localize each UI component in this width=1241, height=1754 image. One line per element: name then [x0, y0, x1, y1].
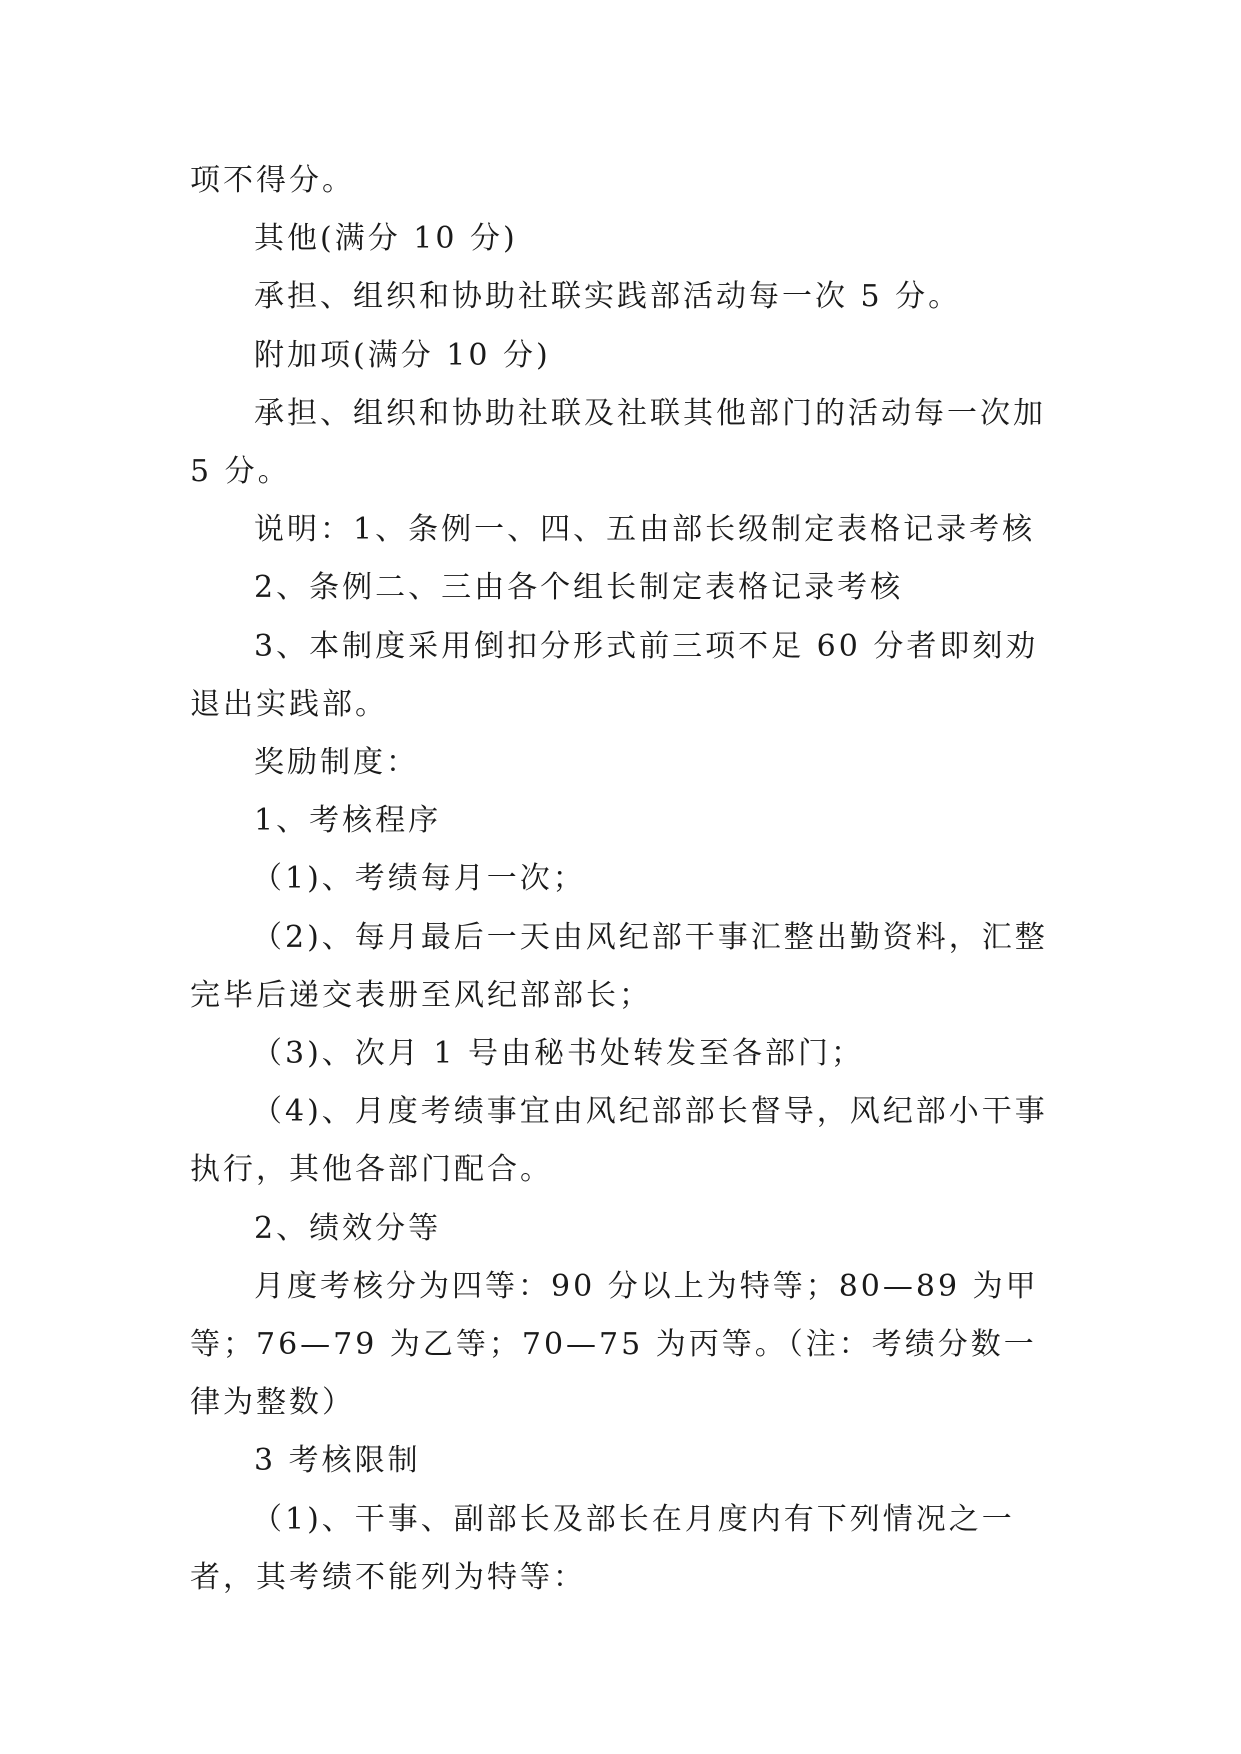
paragraph-limit-heading: 3 考核限制 [254, 1443, 421, 1479]
paragraph-grading-rule: 月度考核分为四等：90 分以上为特等；80—89 为甲等；76—79 为乙等；70—75 为丙等。（注：考绩分数一律为整数） [190, 1268, 1039, 1421]
document-body [190, 152, 1050, 1607]
paragraph-bonus-rule: 承担、组织和协助社联及社联其他部门的活动每一次加 5 分。 [190, 395, 1046, 490]
paragraph-procedure-2: （2)、每月最后一天由风纪部干事汇整出勤资料，汇整完毕后递交表册至风纪部部长； [190, 919, 1048, 1013]
paragraph-bonus-heading: 附加项(满分 10 分) [254, 337, 551, 373]
paragraph-reward-heading: 奖励制度： [254, 745, 419, 781]
paragraph-other-rule: 承担、组织和协助社联实践部活动每一次 5 分。 [254, 279, 962, 315]
paragraph-other-heading: 其他(满分 10 分) [254, 221, 518, 257]
paragraph-note-2: 2、条例二、三由各个组长制定表格记录考核 [254, 570, 904, 606]
paragraph-note-3: 3、本制度采用倒扣分形式前三项不足 60 分者即刻劝退出实践部。 [190, 628, 1039, 722]
paragraph-procedure-1: （1)、考绩每月一次； [252, 861, 586, 897]
paragraph-note-1: 说明：1、条例一、四、五由部长级制定表格记录考核 [254, 512, 1036, 548]
paragraph-procedure-heading: 1、考核程序 [254, 803, 442, 839]
paragraph-grading-heading: 2、绩效分等 [254, 1210, 442, 1246]
paragraph-procedure-3: （3)、次月 1 号由秘书处转发至各部门； [252, 1036, 864, 1072]
paragraph-continuation: 项不得分。 [190, 163, 355, 198]
paragraph-limit-1: （1)、干事、副部长及部长在月度内有下列情况之一者，其考绩不能列为特等： [190, 1501, 1015, 1595]
paragraph-procedure-4: （4)、月度考绩事宜由风纪部部长督导，风纪部小干事执行，其他各部门配合。 [190, 1094, 1048, 1188]
